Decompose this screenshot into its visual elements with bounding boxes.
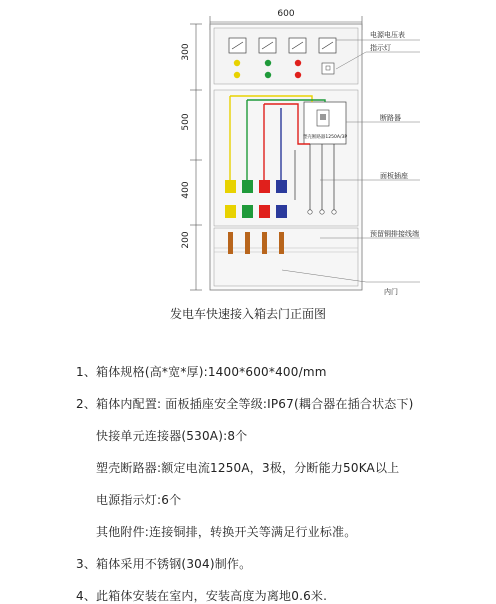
indicator-light-red (295, 60, 301, 66)
label-busbar: 预留铜排接线端 (370, 230, 419, 238)
indicator-light-yellow (234, 60, 240, 66)
spec-item: 塑壳断路器:额定电流1250A，3极，分断能力50KA以上 (96, 461, 400, 475)
label-socket: 面板插座 (380, 172, 408, 180)
height-dim-3: 400 (181, 181, 191, 199)
height-dim-1: 300 (181, 43, 191, 61)
lower-panel (214, 228, 358, 286)
socket-blue (276, 180, 287, 193)
indicator-light-yellow (234, 72, 240, 78)
socket-red (259, 205, 270, 218)
spec-item: 4、此箱体安装在室内，安装高度为离地0.6米. (76, 589, 328, 603)
spec-item: 快接单元连接器(530A):8个 (96, 429, 248, 443)
spec-item: 其他附件:连接铜排，转换开关等满足行业标准。 (96, 525, 357, 539)
spec-item: 2、箱体内配置: 面板插座安全等级:IP67(耦合器在插合状态下) (76, 397, 414, 411)
height-dimension (190, 24, 202, 290)
socket-yellow (225, 180, 236, 193)
socket-red (259, 180, 270, 193)
height-dim-4: 200 (181, 231, 191, 249)
label-breaker: 断路器 (380, 114, 401, 122)
cabinet-front-diagram (0, 0, 496, 300)
spec-item: 3、箱体采用不锈钢(304)制作。 (76, 557, 252, 571)
label-indicator: 指示灯 (370, 44, 391, 52)
spec-item: 电源指示灯:6个 (96, 493, 182, 507)
indicator-light-green (265, 60, 271, 66)
indicator-light-green (265, 72, 271, 78)
voltmeter-icon (289, 38, 306, 53)
diagram-caption: 发电车快速接入箱去门正面图 (169, 307, 326, 321)
breaker-text: 塑壳断路器1250A/3P (302, 135, 348, 140)
socket-green (242, 180, 253, 193)
indicator-light-red (295, 72, 301, 78)
height-dim-2: 500 (181, 113, 191, 131)
socket-blue (276, 205, 287, 218)
voltmeter-icon (229, 38, 246, 53)
width-dim-label: 600 (277, 9, 295, 19)
spec-item: 1、箱体规格(高*宽*厚):1400*600*400/mm (76, 365, 327, 379)
voltmeter-icon (319, 38, 336, 53)
voltmeter-icon (259, 38, 276, 53)
switch-icon (322, 63, 334, 74)
socket-yellow (225, 205, 236, 218)
socket-green (242, 205, 253, 218)
label-door: 内门 (384, 288, 398, 296)
label-voltmeter: 电源电压表 (370, 31, 405, 39)
